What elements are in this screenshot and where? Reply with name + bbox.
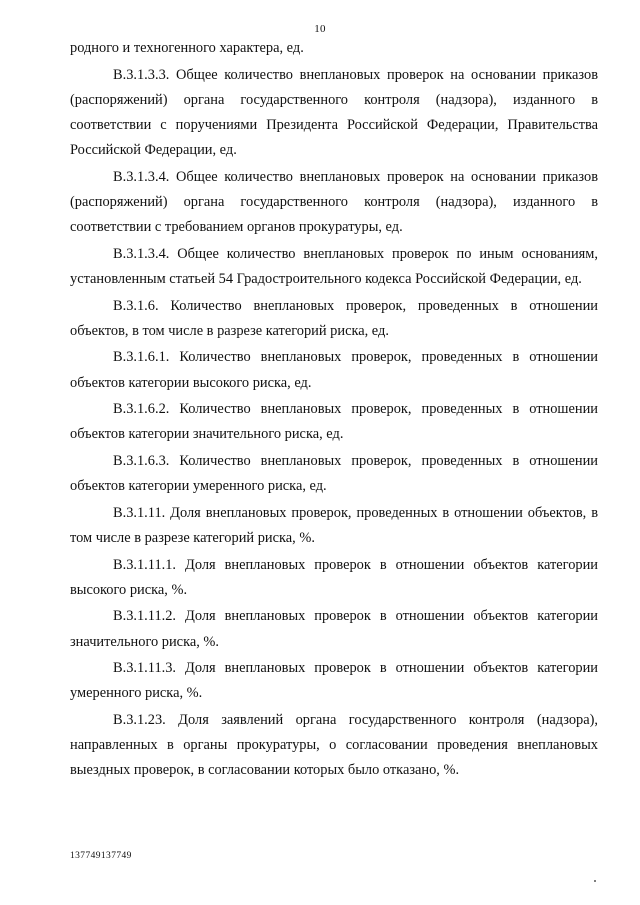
- document-id: 137749137749: [70, 851, 132, 861]
- scan-mark: [594, 880, 596, 882]
- paragraph-b-3-1-11-1: В.3.1.11.1. Доля внеплановых проверок в отношении объектов категории высокого риска, %.: [70, 556, 598, 598]
- paragraph-continuation: родного и техногенного характера, ед.: [70, 40, 304, 56]
- paragraph-b-3-1-11-3: В.3.1.11.3. Доля внеплановых проверок в отношении объектов категории умеренного риска, %.: [70, 660, 598, 702]
- paragraph-b-3-1-6-3: В.3.1.6.3. Количество внеплановых проверок, проведенных в отношении объектов категории умеренного риска, ед.: [70, 452, 598, 495]
- document-body: [70, 36, 598, 785]
- paragraph-b-3-1-3-3: В.3.1.3.3. Общее количество внеплановых проверок на основании приказов (распоряжений) органа государственного контроля (надзора), изданного в соответствии с поручениями Президента Российской Федерации, Правительства Российской Федерации, ед.: [70, 66, 598, 159]
- paragraph-b-3-1-6-1: В.3.1.6.1. Количество внеплановых проверок, проведенных в отношении объектов категории высокого риска, ед.: [70, 349, 598, 391]
- paragraph-b-3-1-23: В.3.1.23. Доля заявлений органа государственного контроля (надзора), направленных в органы прокуратуры, о согласовании проведения внеплановых выездных проверок, в согласовании которых было отказано, %.: [70, 711, 598, 779]
- paragraph-b-3-1-6-2: В.3.1.6.2. Количество внеплановых проверок, проведенных в отношении объектов категории значительного риска, ед.: [70, 401, 598, 443]
- paragraph-b-3-1-6: В.3.1.6. Количество внеплановых проверок, проведенных в отношении объектов, в том числе в разрезе категорий риска, ед.: [70, 297, 598, 339]
- paragraph-b-3-1-3-4-other-grounds: В.3.1.3.4. Общее количество внеплановых проверок по иным основаниям, установленным статьей 54 Градостроительного кодекса Российской Федерации, ед.: [70, 245, 598, 287]
- paragraph-b-3-1-11: В.3.1.11. Доля внеплановых проверок, проведенных в отношении объектов, в том числе в разрезе категорий риска, %.: [70, 504, 598, 546]
- page-number: 10: [314, 23, 326, 35]
- paragraph-b-3-1-3-4-prosecutor: В.3.1.3.4. Общее количество внеплановых проверок на основании приказов (распоряжений) органа государственного контроля (надзора), изданного в соответствии с требованием органов прокуратуры, ед.: [70, 168, 598, 236]
- paragraph-b-3-1-11-2: В.3.1.11.2. Доля внеплановых проверок в отношении объектов категории значительного риска, %.: [70, 608, 598, 650]
